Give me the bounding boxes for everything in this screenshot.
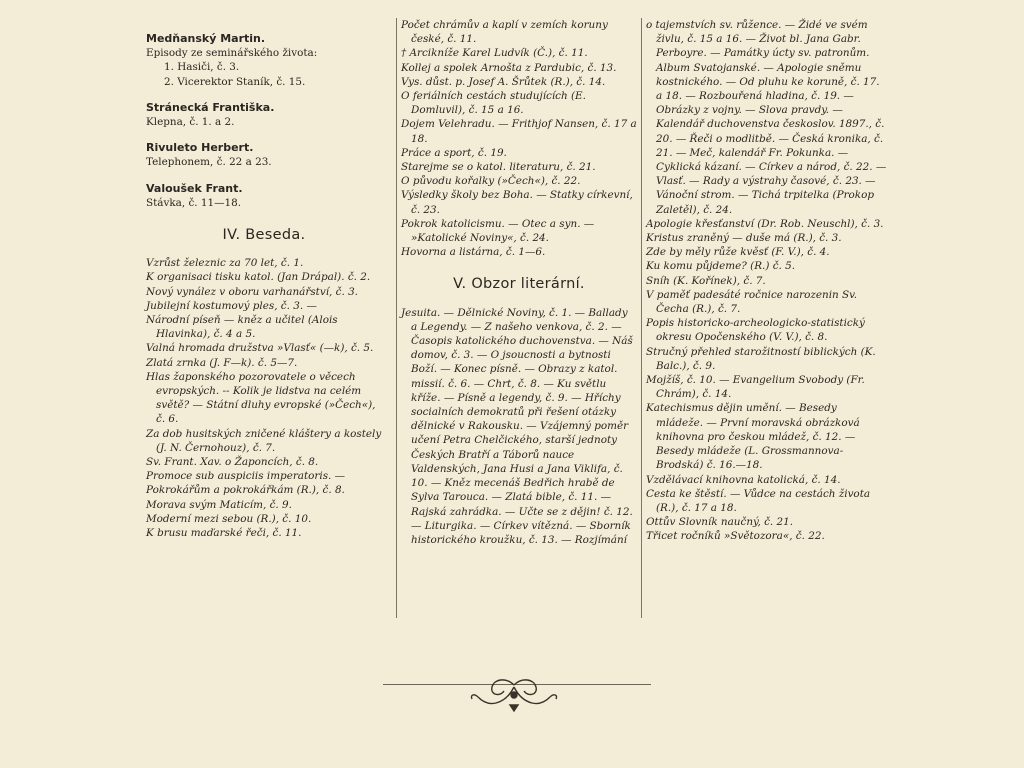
- list-item: Cesta ke štěstí. — Vůdce na cestách života (R.), č. 17 a 18.: [646, 487, 871, 514]
- list-item: Národní píseň — kněz a učitel (Alois Hlavinka), č. 4 a 5.: [146, 314, 338, 341]
- list-item: V paměť padesáté ročnice narozenin Sv. Čecha (R.), č. 7.: [646, 288, 858, 316]
- list-item: Jubilejní kostumový ples, č. 3. —: [146, 299, 317, 312]
- list-item: K organisaci tisku katol. (Jan Drápal). č. 2.: [146, 271, 371, 284]
- list-item: Vys. důst. p. Josef A. Šrůtek (R.), č. 14.: [401, 75, 606, 88]
- work-title: Telephonem, č. 22 a 23.: [146, 156, 272, 169]
- list-item: Popis historicko-archeologicko-statistický okresu Opočenského (V. V.), č. 8.: [646, 317, 865, 344]
- work-title: Episody ze seminářského života:: [146, 47, 318, 60]
- list-item: Promoce sub auspiciis imperatoris. —: [146, 470, 346, 483]
- list-item: Katechismus dějin umění. — Besedy mládeže. — První moravská obrázková knihovna pro českou mládež, č. 12. — Besedy mládeže (L. Grossmannova-Brodská) č. 16.—18.: [646, 402, 860, 472]
- ornament-icon: [386, 675, 642, 715]
- author-name: Medňanský Martin.: [146, 32, 266, 45]
- list-item: Počet chrámův a kaplí v zemích koruny české, č. 11.: [401, 19, 608, 46]
- work-title: 1. Hasiči, č. 3.: [164, 61, 240, 74]
- author-block: [146, 141, 382, 169]
- list-item: Mojžíš, č. 10. — Evangelium Svobody (Fr. Chrám), č. 14.: [646, 374, 865, 401]
- list-item: Jesuita. — Dělnické Noviny, č. 1. — Ballady a Legendy. — Z našeho venkova, č. 2. — Časopis katolického duchovenstva. — Náš domov, č. 3. — O jsoucnosti a bytnosti Boží. — Konec písně. — Obrazy z katol. missií. č. 6. — Chrt, č. 8. — Ku světlu kříže. — Písně a legendy, č. 9. — Hříchy socialních demokratů při řešení otázky dělnické v Rakousku. — Vzájemný poměr učení Petra Chelčického, starší jednoty Českých Bratří a Táborů nauce Valdenských, Jana Husi a Jana Viklifa, č. 10. — Kněz mecenáš Bedřich hrabě de Sylva Tarouca. — Zlatá bible, č. 11. — Rajská zahrádka. — Učte se z dějin! č. 12. — Liturgika. — Církev vítězná. — Sborník historického kroužku, č. 13. — Rozjímání: [401, 306, 633, 546]
- column-left: [146, 20, 382, 540]
- list-item: Vzrůst železnic za 70 let, č. 1.: [146, 257, 304, 270]
- list-item: Třicet ročníků »Světozora«, č. 22.: [646, 530, 825, 543]
- list-item: Ku komu půjdeme? (R.) č. 5.: [646, 260, 796, 273]
- list-item: Hlas žaponského pozorovatele o věcech evropských. -- Kolik je lidstva na celém světě? — Státní dluhy evropské (»Čech«), č. 6.: [146, 370, 376, 426]
- author-name: Rivuleto Herbert.: [146, 141, 254, 155]
- list-item: Valná hromada družstva »Vlasť« (—k), č. 5.: [146, 342, 374, 355]
- entry-list: [401, 306, 637, 547]
- entry-list: [401, 18, 637, 259]
- list-item: Vzdělávací knihovna katolická, č. 14.: [646, 473, 841, 486]
- entry-list: [146, 256, 382, 540]
- list-item: Morava svým Maticím, č. 9.: [146, 498, 292, 511]
- list-item: Kristus zraněný — duše má (R.), č. 3.: [646, 232, 842, 245]
- list-item: O původu kořalky (»Čech«), č. 22.: [401, 175, 581, 188]
- list-item: Sníh (K. Kořínek), č. 7.: [646, 274, 766, 287]
- list-item: Výsledky školy bez Boha. — Statky církevní, č. 23.: [401, 189, 633, 216]
- list-item: Zde by měly růže kvěsť (F. V.), č. 4.: [646, 246, 830, 259]
- list-item: † Arcikníže Karel Ludvík (Č.), č. 11.: [401, 47, 588, 60]
- list-item: Ottův Slovník naučný, č. 21.: [646, 516, 794, 529]
- list-item: Sv. Frant. Xav. o Žaponcích, č. 8.: [146, 456, 319, 469]
- list-item: Dojem Velehradu. — Frithjof Nansen, č. 17 a 18.: [401, 118, 637, 145]
- author-name: Valoušek Frant.: [146, 181, 243, 195]
- list-item: O feriálních cestách studujících (E. Domluvil), č. 15 a 16.: [401, 90, 586, 117]
- list-item: Zlatá zrnka (J. F—k). č. 5—7.: [146, 356, 298, 369]
- list-item: Apologie křesťanství (Dr. Rob. Neuschl), č. 3.: [646, 217, 884, 230]
- list-item: o tajemstvích sv. růžence. — Židé ve svém živlu, č. 15 a 16. — Život bl. Jana Gabr. Perboyre. — Památky úcty sv. patronům. Album Svatojanské. — Apologie sněmu kostnického. — Od pluhu ke koruně, č. 17. a 18. — Rozbouřená hladina, č. 19. — Obrázky z vojny. — Slova pravdy. — Kalendář duchovenstva českoslov. 1897., č. 20. — Řeči o modlitbě. — Česká kronika, č. 21. — Meč, kalendář Fr. Pokunka. — Cyklická kázaní. — Církev a národ, č. 22. — Vlasť. — Rady a výstrahy časové, č. 23. — Vánoční strom. — Tichá trpitelka (Prokop Zaletěl), č. 24.: [646, 19, 887, 216]
- author-block: [146, 182, 382, 210]
- author-name: Stránecká Františka.: [146, 100, 275, 114]
- author-block: [146, 32, 382, 89]
- list-item: Pokrok katolicismu. — Otec a syn. — »Katolické Noviny«, č. 24.: [401, 217, 595, 245]
- work-title: Stávka, č. 11—18.: [146, 196, 242, 209]
- list-item: Moderní mezi sebou (R.), č. 10.: [146, 512, 312, 525]
- work-title: 2. Vicerektor Staník, č. 15.: [164, 75, 306, 88]
- work-title: Klepna, č. 1. a 2.: [146, 116, 235, 129]
- column-right: [641, 18, 887, 618]
- list-item: K brusu maďarské řeči, č. 11.: [146, 527, 302, 540]
- list-item: Kollej a spolek Arnošta z Pardubic, č. 13.: [401, 61, 617, 74]
- list-item: Hovorna a listárna, č. 1—6.: [401, 246, 546, 259]
- list-item: Nový vynález v oboru varhanářství, č. 3.: [146, 285, 358, 298]
- section-title: V. Obzor literární.: [453, 276, 585, 293]
- list-item: Pokrokářům a pokrokářkám (R.), č. 8.: [146, 484, 345, 497]
- list-item: Za dob husitských zničené kláštery a kostely (J. N. Černohouz), č. 7.: [146, 427, 382, 454]
- list-item: Práce a sport, č. 19.: [401, 146, 507, 159]
- list-item: Starejme se o katol. literaturu, č. 21.: [401, 161, 596, 174]
- entry-list: [646, 18, 887, 544]
- section-title: IV. Beseda.: [222, 227, 306, 244]
- author-block: [146, 101, 382, 129]
- column-middle: [396, 18, 637, 618]
- list-item: Stručný přehled starožitností biblických (K. Balc.), č. 9.: [646, 345, 876, 372]
